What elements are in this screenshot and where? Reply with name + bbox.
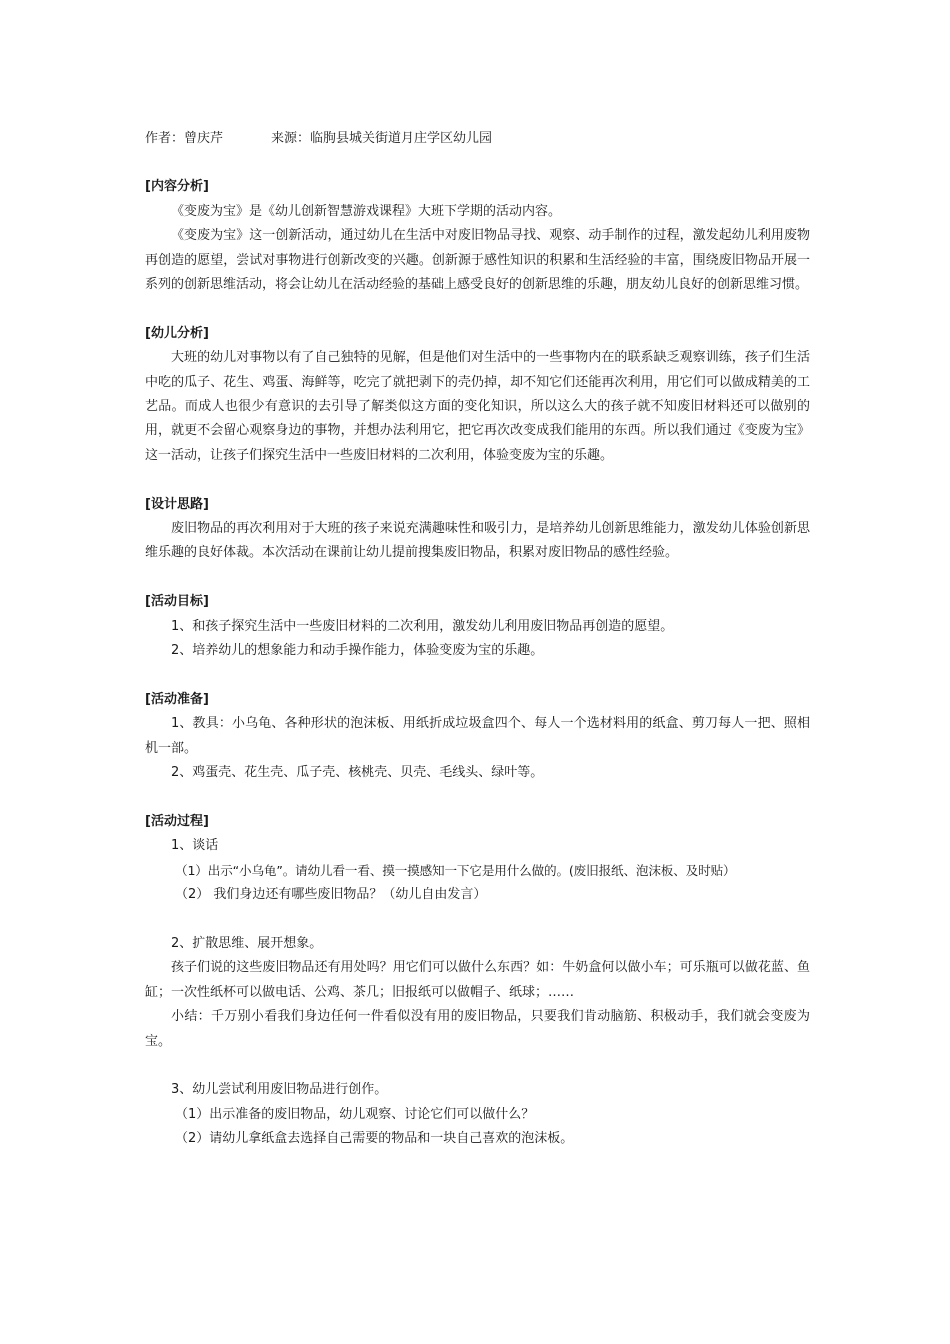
heading-prep: [活动准备] [145, 691, 209, 707]
process-step-3: 3、幼儿尝试利用废旧物品进行创作。 [171, 1082, 388, 1098]
author: 作者：曾庆芹 [145, 131, 224, 146]
author-line [145, 127, 810, 151]
heading-design: [设计思路] [145, 496, 209, 512]
heading-goals: [活动目标] [145, 594, 209, 610]
process-step-3a: （1）出示准备的废旧物品，幼儿观察、讨论它们可以做什么？ [175, 1106, 535, 1122]
process-step-2-summary: 小结：千万别小看我们身边任何一件看似没有用的废旧物品，只要我们肯动脑筋、积极动手，我们就会变废为宝。 [145, 1009, 810, 1049]
child-analysis-p1: 大班的幼儿对事物以有了自己独特的见解，但是他们对生活中的一些事物内在的联系缺乏观察训练，孩子们生活中吃的瓜子、花生、鸡蛋、海鲜等，吃完了就把剥下的壳仍掉，却不知它们还能再次利用，用它们可以做成精美的工艺品。而成人也很少有意识的去引导了解类似这方面的变化知识，所以这么大的孩子就不知废旧材料还可以做别的用，就更不会留心观察身边的事物，并想办法利用它，把它再次改变成我们能用的东西。所以我们通过《变废为宝》这一活动，让孩子们探究生活中一些废旧材料的二次利用，体验变废为宝的乐趣。 [145, 350, 810, 463]
prep-2: 2、鸡蛋壳、花生壳、瓜子壳、核桃壳、贝壳、毛线头、绿叶等。 [171, 765, 544, 781]
design-p1: 废旧物品的再次利用对于大班的孩子来说充满趣味性和吸引力，是培养幼儿创新思维能力，激发幼儿体验创新思维乐趣的良好体裁。本次活动在课前让幼儿提前搜集废旧物品，积累对废旧物品的感性经验。 [145, 521, 810, 561]
process-step-3b: （2）请幼儿拿纸盒去选择自己需要的物品和一块自己喜欢的泡沫板。 [175, 1131, 574, 1147]
process-step-2: 2、扩散思维、展开想象。 [171, 935, 323, 951]
prep-1: 1、教具：小乌龟、各种形状的泡沫板、用纸折成垃圾盒四个、每人一个选材料用的纸盒、剪刀每人一把、照相机一部。 [145, 716, 810, 756]
content-analysis-p1: 《变废为宝》是《幼儿创新智慧游戏课程》大班下学期的活动内容。 [171, 203, 562, 219]
goal-2: 2、培养幼儿的想象能力和动手操作能力，体验变废为宝的乐趣。 [171, 643, 544, 659]
process-step-1b: （2） 我们身边还有哪些废旧物品？（幼儿自由发言） [175, 887, 487, 903]
process-step-2a: 孩子们说的这些废旧物品还有用处吗？用它们可以做什么东西？如：牛奶盒何以做小车；可乐瓶可以做花蓝、鱼缸；一次性纸杯可以做电话、公鸡、茶几；旧报纸可以做帽子、纸球；…… [145, 960, 810, 1000]
heading-child-analysis: [幼儿分析] [145, 325, 209, 341]
heading-content-analysis: [内容分析] [145, 179, 209, 195]
document-body [145, 127, 810, 1152]
heading-process: [活动过程] [145, 813, 209, 829]
process-step-1a: （1）出示“小乌龟”。请幼儿看一看、摸一摸感知一下它是用什么做的。(废旧报纸、泡沫板、及时贴） [175, 862, 736, 878]
goal-1: 1、和孩子探究生活中一些废旧材料的二次利用，激发幼儿利用废旧物品再创造的愿望。 [171, 618, 674, 634]
content-analysis-p2: 《变废为宝》这一创新活动，通过幼儿在生活中对废旧物品寻找、观察、动手制作的过程，激发起幼儿利用废物再创造的愿望，尝试对事物进行创新改变的兴趣。创新源于感性知识的积累和生活经验的丰富，围绕废旧物品开展一系列的创新思维活动，将会让幼儿在活动经验的基础上感受良好的创新思维的乐趣，朋友幼儿良好的创新思维习惯。 [145, 228, 810, 293]
process-step-1: 1、谈话 [171, 838, 219, 854]
source: 来源：临朐县城关街道月庄学区幼儿园 [271, 131, 493, 146]
